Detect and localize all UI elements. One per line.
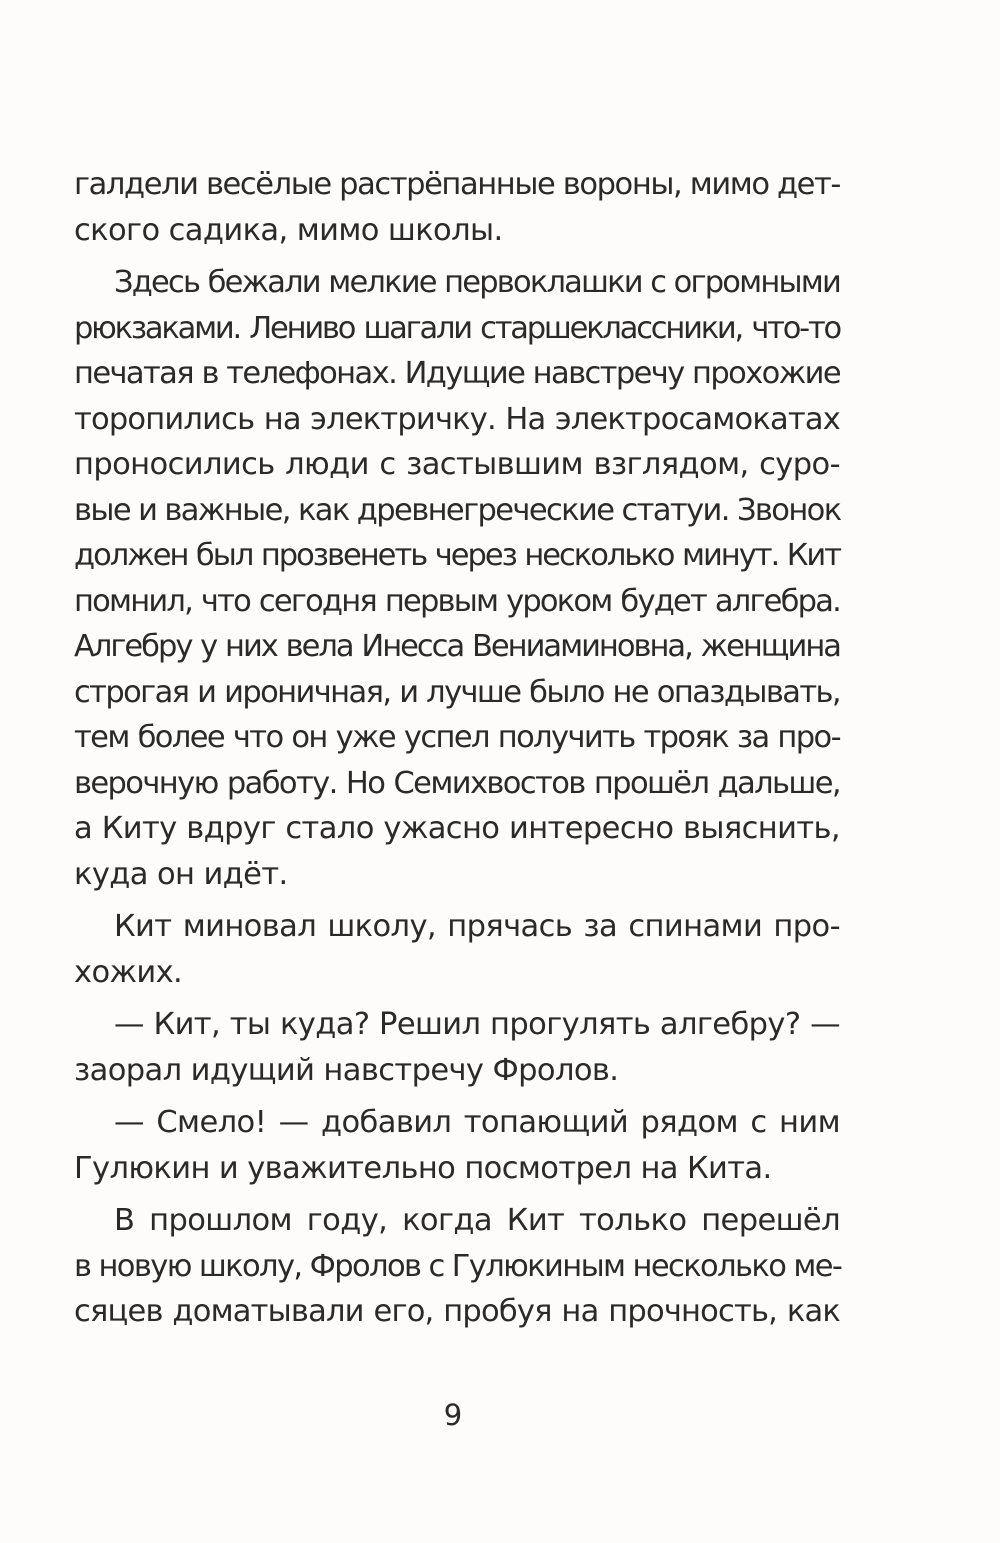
text-line: печатая в телефонах. Идущие навстречу прохожие [74,356,840,391]
text-line: Кит миновал школу, прячась за спинами про- [114,909,840,944]
text-line: — Смело! — добавил топающий рядом с ним [114,1105,840,1140]
paragraph [74,1198,840,1335]
text-line: Здесь бежали мелкие первоклашки с огромными [114,265,840,300]
text-line: Алгебру у них вела Инесса Вениаминовна, женщина [74,629,840,664]
text-line: куда он идёт. [74,856,288,892]
text-line: помнил, что сегодня первым уроком будет алгебра. [74,583,840,619]
text-line: вые и важные, как древнегреческие статуи. Звонок [74,492,841,528]
text-line: заорал идущий навстречу Фролов. [74,1052,619,1088]
text-line: Гулюкин и уважительно посмотрел на Кита. [74,1150,772,1186]
text-line: рюкзаками. Лениво шагали старшеклассники, что-то [74,310,840,346]
text-line: верочную работу. Но Семихвостов прошёл дальше, [74,765,840,801]
body-text [74,162,840,1335]
text-line: тем более что он уже успел получить трояк за про- [74,720,840,755]
paragraph [74,904,840,995]
paragraph [74,1100,840,1191]
text-line: сяцев доматывали его, пробуя на прочность, как [74,1294,840,1329]
text-line: в новую школу, Фролов с Гулюкиным несколько ме- [74,1248,842,1284]
text-line: галдели весёлые растрёпанные вороны, мимо дет- [74,167,840,202]
text-line: В прошлом году, когда Кит только перешёл [114,1203,840,1238]
text-line: торопились на электричку. На электросамокатах [74,401,840,437]
text-line: — Кит, ты куда? Решил прогулять алгебру? — [114,1007,840,1042]
paragraph [74,260,840,897]
paragraph [74,1002,840,1093]
paragraph [74,162,840,253]
text-line: хожих. [74,954,183,990]
text-line: должен был прозвенеть через несколько минут. Кит [74,538,840,573]
text-line: строгая и ироничная, и лучше было не опаздывать, [74,674,840,710]
text-line: а Киту вдруг стало ужасно интересно выяснить, [74,811,840,846]
text-line: проносились люди с застывшим взглядом, суро- [74,447,840,482]
text-line: ского садика, мимо школы. [74,212,503,248]
page-number: 9 [443,1398,463,1432]
